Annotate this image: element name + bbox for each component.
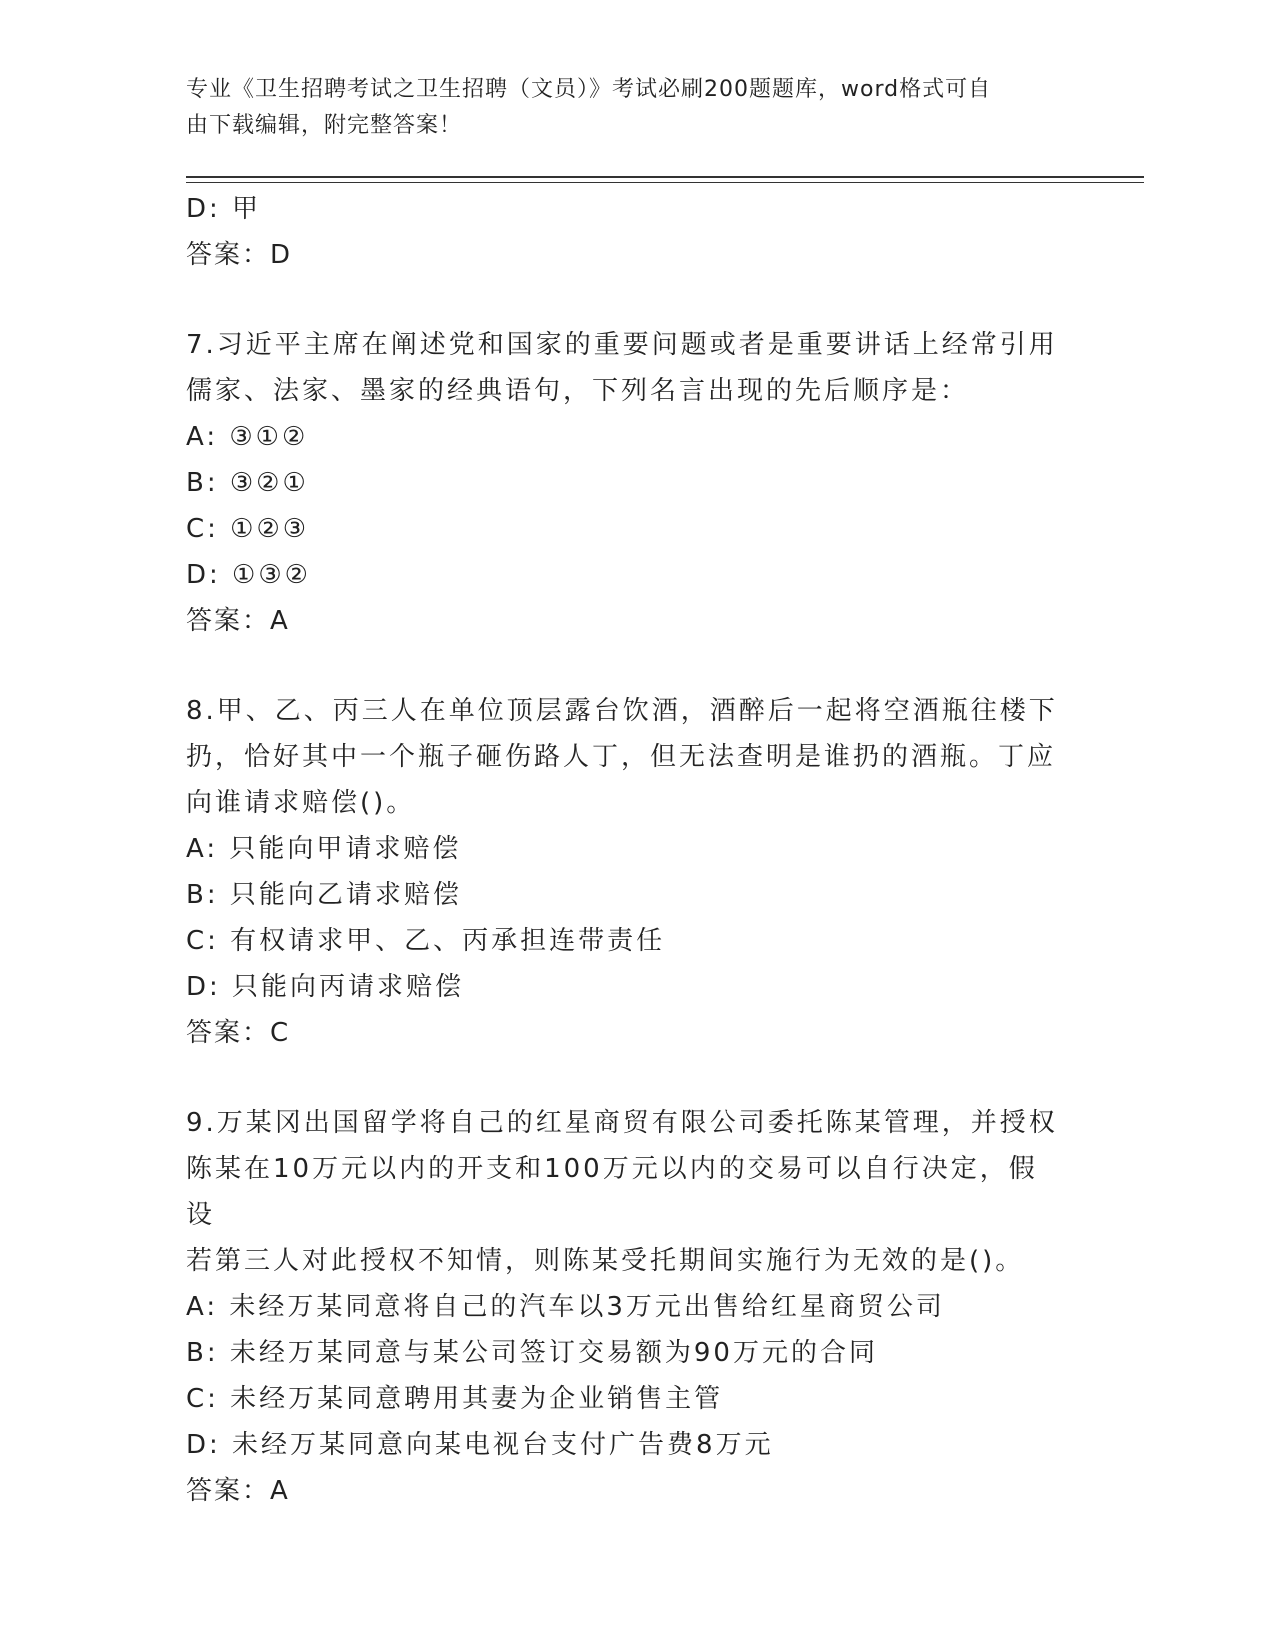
question-stem-line: 向谁请求赔偿()。: [186, 788, 416, 818]
question-stem-line: 8.甲、乙、丙三人在单位顶层露台饮酒，酒醉后一起将空酒瓶往楼下: [186, 696, 1058, 726]
option-b: B: 未经万某同意与某公司签订交易额为90万元的合同: [186, 1338, 878, 1368]
option-a: A: 未经万某同意将自己的汽车以3万元出售给红星商贸公司: [186, 1292, 945, 1322]
header-divider-thin: [186, 182, 1144, 183]
document-header: [186, 72, 1066, 144]
option-b: B: 只能向乙请求赔偿: [186, 880, 462, 910]
option-b: B: ③②①: [186, 468, 309, 498]
option-d: D: 只能向丙请求赔偿: [186, 972, 465, 1002]
option-a: A: ③①②: [186, 422, 309, 452]
previous-question-tail: [186, 186, 1066, 278]
question-stem-line: 儒家、法家、墨家的经典语句，下列名言出现的先后顺序是：: [186, 376, 970, 406]
header-line-2: 由下载编辑，附完整答案！: [186, 113, 463, 138]
option-d: D: 未经万某同意向某电视台支付广告费8万元: [186, 1430, 774, 1460]
option-d: D: ①③②: [186, 560, 311, 590]
option-c: C: 未经万某同意聘用其妻为企业销售主管: [186, 1384, 724, 1414]
answer-line: 答案：D: [186, 240, 293, 270]
question-8: [186, 688, 1066, 1056]
answer-line: 答案：A: [186, 606, 290, 636]
header-divider-thick: [186, 176, 1144, 178]
question-stem-line: 7.习近平主席在阐述党和国家的重要问题或者是重要讲话上经常引用: [186, 330, 1058, 360]
answer-line: 答案：A: [186, 1476, 290, 1506]
question-stem-line: 扔，恰好其中一个瓶子砸伤路人丁，但无法查明是谁扔的酒瓶。丁应: [186, 742, 1057, 772]
question-list: [186, 186, 1066, 1514]
spacer: [186, 644, 1066, 688]
option-a: A: 只能向甲请求赔偿: [186, 834, 462, 864]
question-stem-line: 9.万某冈出国留学将自己的红星商贸有限公司委托陈某管理，并授权: [186, 1108, 1058, 1138]
answer-line: 答案：C: [186, 1018, 291, 1048]
question-stem-line: 若第三人对此授权不知情，则陈某受托期间实施行为无效的是()。: [186, 1246, 1025, 1276]
option-c: C: ①②③: [186, 514, 310, 544]
spacer: [186, 278, 1066, 322]
question-stem-line: 陈某在10万元以内的开支和100万元以内的交易可以自行决定，假设: [186, 1154, 1038, 1230]
question-7: [186, 322, 1066, 644]
option-c: C: 有权请求甲、乙、丙承担连带责任: [186, 926, 666, 956]
spacer: [186, 1056, 1066, 1100]
option-d: D: 甲: [186, 194, 262, 224]
question-9: [186, 1100, 1066, 1514]
header-line-1: 专业《卫生招聘考试之卫生招聘（文员）》考试必刷200题题库，word格式可自: [186, 77, 992, 102]
